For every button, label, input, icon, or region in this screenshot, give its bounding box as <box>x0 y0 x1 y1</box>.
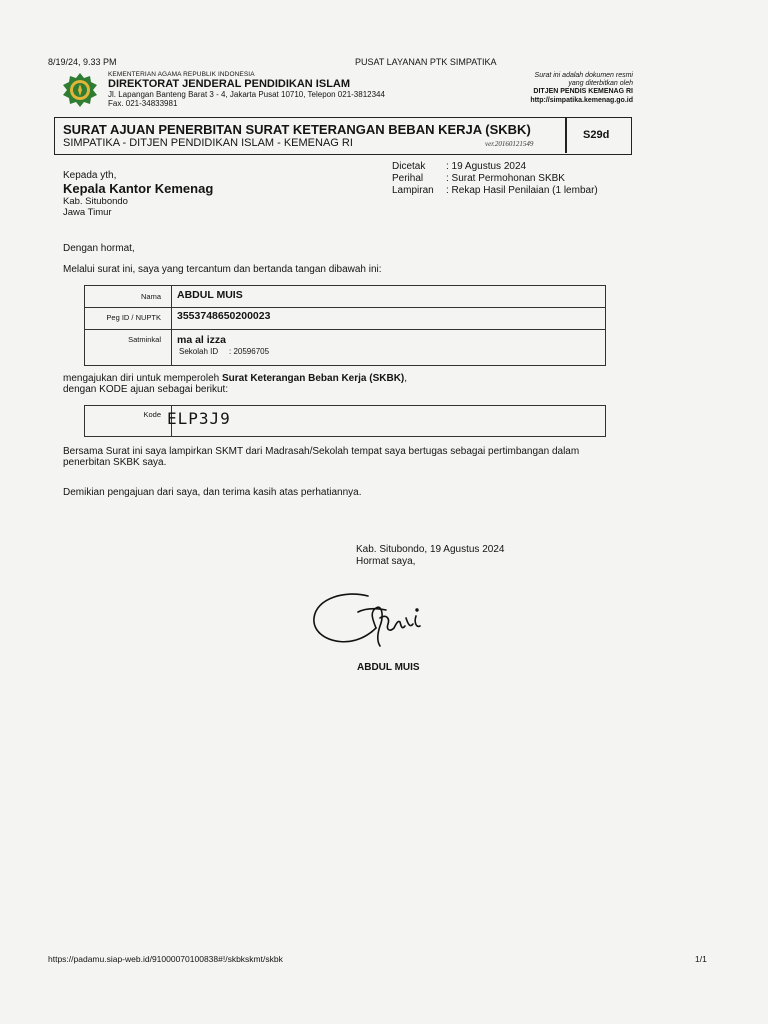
ministry-name: KEMENTERIAN AGAMA REPUBLIK INDONESIA <box>108 71 255 78</box>
print-source-title: PUSAT LAYANAN PTK SIMPATIKA <box>355 57 497 67</box>
addressee-salutation: Kepada yth, <box>63 170 117 181</box>
submission-text <box>63 373 407 384</box>
identity-table <box>84 285 606 366</box>
document-code: S29d <box>583 129 610 141</box>
table-row-divider <box>85 307 605 308</box>
attachment-text-line2: penerbitan SKBK saya. <box>63 457 167 468</box>
school-id-label: Sekolah ID <box>179 347 219 356</box>
closing-text: Demikian pengajuan dari saya, dan terima kasih atas perhatiannya. <box>63 487 362 498</box>
submission-suffix: , <box>404 373 408 384</box>
document-subtitle: SIMPATIKA - DITJEN PENDIDIKAN ISLAM - KEMENAG RI <box>63 137 353 149</box>
place-date: Kab. Situbondo, 19 Agustus 2024 <box>356 544 505 555</box>
meta-attachment-label: Lampiran <box>392 185 434 196</box>
submission-prefix: mengajukan diri untuk memperoleh <box>63 373 222 384</box>
official-note-url: http://simpatika.kemenag.go.id <box>530 97 633 104</box>
satminkal-value: ma al izza <box>177 334 227 346</box>
official-note-line: Surat ini adalah dokumen resmi <box>534 72 633 79</box>
addressee-name: Kepala Kantor Kemenag <box>63 181 214 196</box>
table-row-divider <box>85 329 605 330</box>
pegid-value: 3553748650200023 <box>177 310 271 322</box>
title-divider <box>565 118 567 153</box>
school-id-value: : 20596705 <box>229 347 270 356</box>
title-box <box>54 117 632 155</box>
directorate-fax: Fax. 021-34833981 <box>108 99 178 108</box>
footer-url: https://padamu.siap-web.id/91000070100838#!/skbkskmt/skbk <box>48 954 283 964</box>
pegid-label: Peg ID / NUPTK <box>106 313 161 322</box>
official-note-line: yang diterbitkan oleh <box>568 80 633 87</box>
signer-name: ABDUL MUIS <box>357 662 420 673</box>
intro-text: Melalui surat ini, saya yang tercantum dan bertanda tangan dibawah ini: <box>63 264 382 275</box>
attachment-text: Bersama Surat ini saya lampirkan SKMT dari Madrasah/Sekolah tempat saya bertugas sebagai pertimbangan dalam <box>63 446 580 457</box>
directorate-name: DIREKTORAT JENDERAL PENDIDIKAN ISLAM <box>108 78 351 90</box>
code-value: ELP3J9 <box>167 409 231 428</box>
regards: Hormat saya, <box>356 556 416 567</box>
official-note-issuer: DITJEN PENDIS KEMENAG RI <box>533 88 633 95</box>
submission-bold: Surat Keterangan Beban Kerja (SKBK) <box>221 373 405 384</box>
satminkal-label: Satminkal <box>128 335 161 344</box>
document-title: SURAT AJUAN PENERBITAN SURAT KETERANGAN BEBAN KERJA (SKBK) <box>63 122 531 137</box>
submission-text-line2: dengan KODE ajuan sebagai berikut: <box>63 384 229 395</box>
table-column-divider <box>171 286 172 365</box>
submission-code-box <box>84 405 606 437</box>
addressee-city: Kab. Situbondo <box>63 196 128 207</box>
name-value: ABDUL MUIS <box>177 289 243 301</box>
print-datetime: 8/19/24, 9.33 PM <box>48 57 117 67</box>
handwritten-signature <box>306 588 438 660</box>
code-label: Kode <box>143 410 161 419</box>
meta-attachment-value: : Rekap Hasil Penilaian (1 lembar) <box>446 185 598 196</box>
meta-printed-label: Dicetak <box>392 161 426 172</box>
addressee-province: Jawa Timur <box>63 207 112 218</box>
meta-printed-value: : 19 Agustus 2024 <box>446 161 527 172</box>
meta-subject-label: Perihal <box>392 173 424 184</box>
document-version: ver.20160121549 <box>485 140 534 148</box>
name-label: Nama <box>140 292 161 301</box>
kemenag-logo <box>62 72 98 108</box>
greeting: Dengan hormat, <box>63 243 135 254</box>
page-number: 1/1 <box>695 954 707 964</box>
meta-subject-value: : Surat Permohonan SKBK <box>446 173 565 184</box>
directorate-address: Jl. Lapangan Banteng Barat 3 - 4, Jakarta Pusat 10710, Telepon 021-3812344 <box>108 90 385 99</box>
